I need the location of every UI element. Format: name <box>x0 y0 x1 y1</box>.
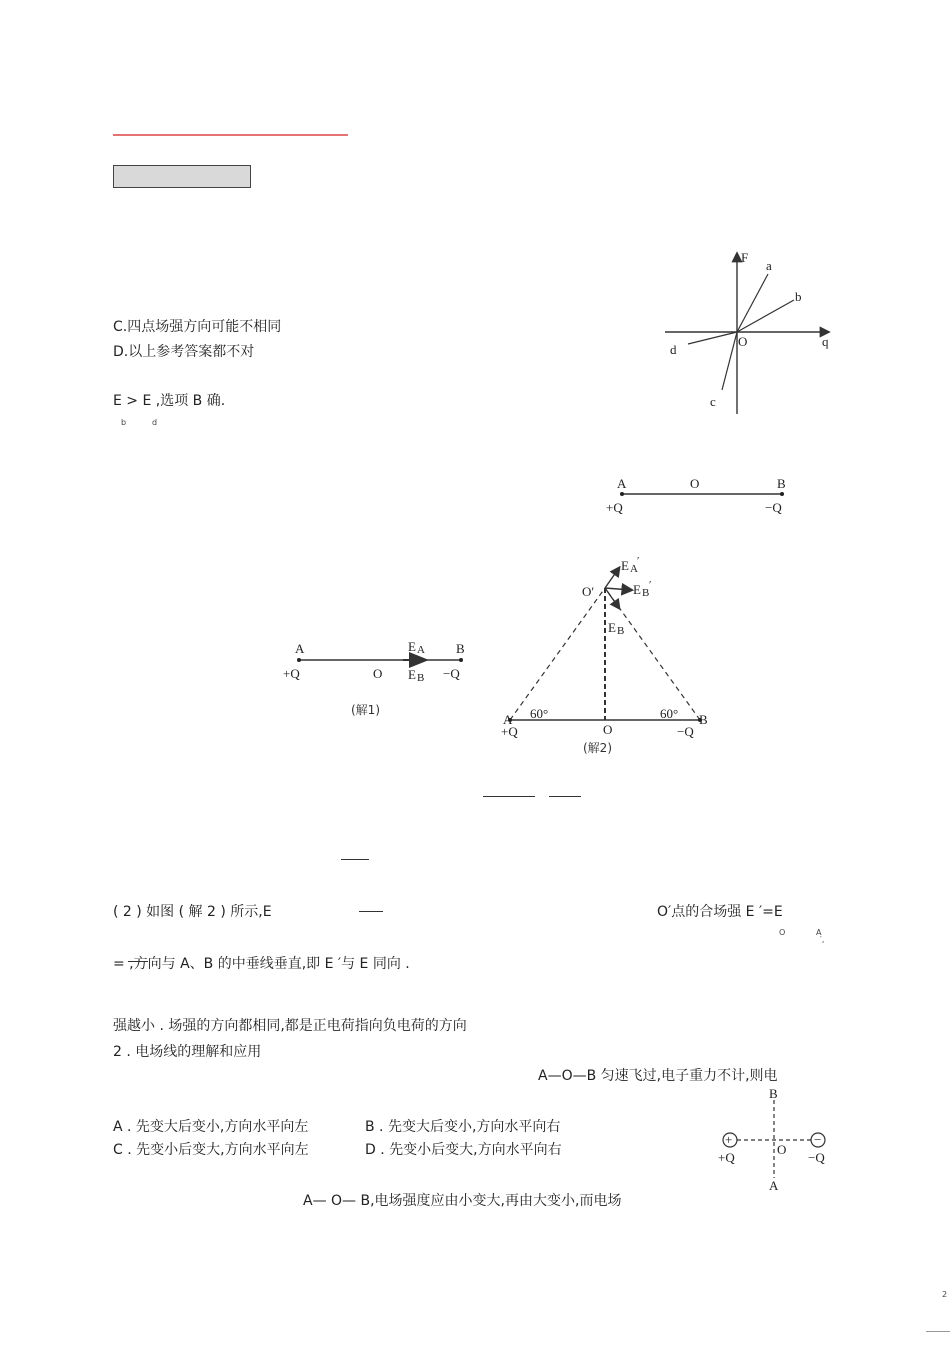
point-label-d: d <box>670 342 677 357</box>
axis-label-q: q <box>822 334 829 349</box>
section-heading: 2 . 电场线的理解和应用 <box>113 1044 262 1060</box>
label-plus-q: +Q <box>283 666 300 681</box>
subscript-d: d <box>152 418 158 427</box>
fraction-rule <box>359 911 383 912</box>
fraction-rule <box>128 961 148 962</box>
label-o: O <box>690 476 700 491</box>
axis-label-f: F <box>741 250 749 265</box>
label-o: O <box>373 666 383 681</box>
solution-2-figure <box>495 552 720 762</box>
label-a: A <box>503 712 513 727</box>
label-b: B <box>456 641 465 656</box>
line-c <box>722 332 737 390</box>
label-o-prime: O′ <box>582 584 595 599</box>
header-box <box>113 165 251 188</box>
label-eb: E <box>408 667 416 682</box>
label-b: B <box>699 712 708 727</box>
label-plus-q: +Q <box>501 724 518 739</box>
point-label-c: c <box>710 394 716 409</box>
point-label-a: a <box>766 258 772 273</box>
label-e-sum-sub: B <box>617 625 625 637</box>
subscript-a: A <box>816 928 822 937</box>
label-o: O <box>777 1142 787 1157</box>
option-c-text: C.四点场强方向可能不相同 <box>113 319 282 335</box>
label-a: A <box>295 641 305 656</box>
subscript-o: O <box>779 928 786 937</box>
header-accent-line <box>113 134 348 136</box>
label-minus-q: −Q <box>677 724 694 739</box>
label-minus-q: −Q <box>808 1150 825 1165</box>
paragraph-3: = ,方向与 A、B 的中垂线垂直,即 E ′与 E 同向 . <box>113 956 410 972</box>
label-o: O <box>603 722 613 737</box>
fraction-rule <box>341 859 369 860</box>
choice-a: A . 先变大后变小,方向水平向左 <box>113 1119 309 1135</box>
label-e-sum: E <box>608 620 616 635</box>
label-ea-prime: ′ <box>637 555 640 567</box>
footer-line <box>926 1331 950 1332</box>
fraction-rule <box>549 796 581 797</box>
label-a: A <box>769 1178 779 1193</box>
page-number: 2 <box>942 1290 948 1299</box>
charges-line-figure <box>600 472 800 520</box>
angle-right: 60° <box>660 706 679 721</box>
paragraph-2-left: ( 2 ) 如图 ( 解 2 ) 所示,E <box>113 904 272 920</box>
label-eb-prime: ′ <box>649 579 652 591</box>
caption-solution-2: (解2) <box>583 741 612 755</box>
f-q-graph <box>660 248 840 418</box>
label-ea-sub: A <box>417 644 425 656</box>
line-d <box>688 332 737 344</box>
solution-1-figure <box>275 636 475 722</box>
choice-b: B . 先变大后变小,方向水平向右 <box>365 1119 561 1135</box>
angle-left: 60° <box>530 706 549 721</box>
paragraph-7: A— O— B,电场强度应由小变大,再由大变小,而电场 <box>303 1193 622 1209</box>
caption-solution-1: (解1) <box>351 703 380 717</box>
label-b: B <box>777 476 786 491</box>
answer-line-1: E > E ,选项 B 确. <box>113 393 226 409</box>
charges-perpendicular-figure <box>712 1086 837 1194</box>
minus-sign: − <box>814 1132 822 1147</box>
paragraph-2-right: O′点的合场强 E ′=E <box>657 904 783 920</box>
label-ea: E <box>408 639 416 654</box>
subscript-b: b <box>121 418 127 427</box>
paragraph-6: A—O—B 匀速飞过,电子重力不计,则电 <box>538 1068 778 1084</box>
choice-d: D . 先变小后变大,方向水平向右 <box>365 1142 562 1158</box>
paragraph-4: 强越小 . 场强的方向都相同,都是正电荷指向负电荷的方向 <box>113 1018 467 1034</box>
option-d-text: D.以上参考答案都不对 <box>113 344 255 360</box>
label-plus-q: +Q <box>606 500 623 515</box>
choice-c: C . 先变小后变大,方向水平向左 <box>113 1142 309 1158</box>
label-minus-q: −Q <box>443 666 460 681</box>
plus-sign: + <box>725 1132 733 1147</box>
label-eb-sub: B <box>642 587 650 599</box>
label-plus-q: +Q <box>718 1150 735 1165</box>
point-label-b: b <box>795 289 802 304</box>
origin-label: O <box>738 334 748 349</box>
label-eb: E <box>633 582 641 597</box>
label-eb-sub: B <box>417 672 425 684</box>
label-a: A <box>617 476 627 491</box>
label-ea: E <box>621 558 629 573</box>
label-b: B <box>769 1086 778 1101</box>
label-ea-sub: A <box>630 563 638 575</box>
subscript-comma: ′, <box>820 935 825 944</box>
fraction-rule <box>483 796 535 797</box>
label-minus-q: −Q <box>765 500 782 515</box>
